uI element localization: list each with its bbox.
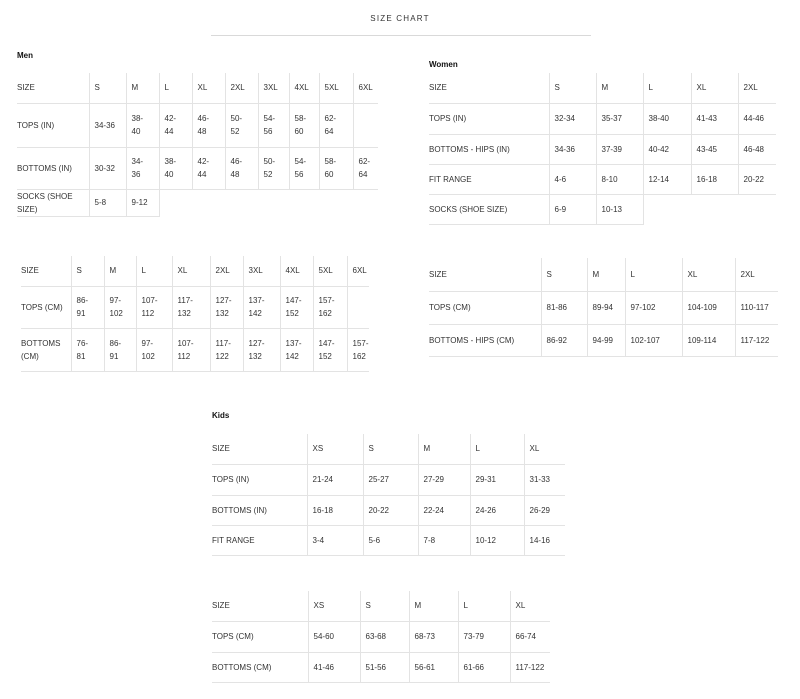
table-cell: 58- 60 bbox=[319, 147, 353, 189]
table-cell: 10-12 bbox=[470, 525, 524, 555]
table-cell: 102-107 bbox=[625, 324, 682, 356]
table-row bbox=[212, 621, 550, 652]
table-cell: 54- 56 bbox=[289, 147, 319, 189]
empty-cell bbox=[319, 189, 353, 216]
table-cell: 86- 91 bbox=[71, 286, 104, 328]
header-cell: S bbox=[89, 73, 126, 103]
header-cell: S bbox=[71, 256, 104, 286]
header-cell: XL bbox=[510, 591, 550, 621]
table-cell: 24-26 bbox=[470, 495, 524, 525]
table-cell: 9-12 bbox=[126, 189, 159, 216]
table-cell: 117- 132 bbox=[172, 286, 210, 328]
header-cell: 2XL bbox=[225, 73, 258, 103]
table-header-row bbox=[429, 73, 776, 103]
table-cell: 137- 142 bbox=[280, 328, 313, 371]
header-cell: M bbox=[418, 434, 470, 464]
table-cell: 37-39 bbox=[596, 134, 643, 164]
table-cell: 46- 48 bbox=[225, 147, 258, 189]
table-cell: 97- 102 bbox=[136, 328, 172, 371]
men-size-table-cm bbox=[21, 256, 369, 372]
table-row bbox=[429, 324, 778, 356]
table-cell: 54- 56 bbox=[258, 103, 289, 147]
table-cell: 12-14 bbox=[643, 164, 691, 194]
header-cell: XL bbox=[172, 256, 210, 286]
empty-cell bbox=[691, 194, 738, 224]
table-cell: 62- 64 bbox=[353, 147, 378, 189]
table-cell: 3-4 bbox=[307, 525, 363, 555]
header-cell: 6XL bbox=[353, 73, 378, 103]
table-cell: 86-92 bbox=[541, 324, 587, 356]
table-cell: 6-9 bbox=[549, 194, 596, 224]
header-cell: S bbox=[541, 258, 587, 291]
men-size-table-inches bbox=[17, 73, 378, 217]
table-cell: 50- 52 bbox=[258, 147, 289, 189]
header-cell: M bbox=[126, 73, 159, 103]
table-cell: 20-22 bbox=[738, 164, 776, 194]
table-cell: 58- 60 bbox=[289, 103, 319, 147]
empty-cell bbox=[192, 189, 225, 216]
table-cell: 43-45 bbox=[691, 134, 738, 164]
empty-cell bbox=[289, 189, 319, 216]
row-label-cell: TOPS (IN) bbox=[17, 103, 89, 147]
table-cell: 76- 81 bbox=[71, 328, 104, 371]
table-cell: 20-22 bbox=[363, 495, 418, 525]
table-cell: 107- 112 bbox=[136, 286, 172, 328]
table-cell: 10-13 bbox=[596, 194, 643, 224]
header-cell: S bbox=[360, 591, 409, 621]
table-row bbox=[212, 464, 565, 495]
table-cell: 66-74 bbox=[510, 621, 550, 652]
header-cell: M bbox=[409, 591, 458, 621]
table-cell: 109-114 bbox=[682, 324, 735, 356]
header-cell: L bbox=[643, 73, 691, 103]
header-cell: 6XL bbox=[347, 256, 369, 286]
header-cell: 3XL bbox=[258, 73, 289, 103]
table-cell: 7-8 bbox=[418, 525, 470, 555]
table-cell: 5-8 bbox=[89, 189, 126, 216]
table-row bbox=[17, 189, 378, 216]
table-cell: 34- 36 bbox=[126, 147, 159, 189]
table-cell: 56-61 bbox=[409, 652, 458, 682]
row-label-cell: FIT RANGE bbox=[212, 525, 307, 555]
header-cell: 4XL bbox=[280, 256, 313, 286]
table-row bbox=[21, 286, 369, 328]
table-cell: 61-66 bbox=[458, 652, 510, 682]
table-cell bbox=[353, 103, 378, 147]
empty-cell bbox=[258, 189, 289, 216]
table-cell: 31-33 bbox=[524, 464, 565, 495]
table-cell: 97-102 bbox=[625, 291, 682, 324]
row-label-cell: TOPS (IN) bbox=[212, 464, 307, 495]
table-row bbox=[17, 147, 378, 189]
header-cell: L bbox=[136, 256, 172, 286]
table-row bbox=[429, 164, 776, 194]
table-cell bbox=[347, 286, 369, 328]
table-cell: 137- 142 bbox=[243, 286, 280, 328]
table-row bbox=[429, 194, 776, 224]
table-cell: 51-56 bbox=[360, 652, 409, 682]
table-cell: 127- 132 bbox=[210, 286, 243, 328]
table-cell: 34-36 bbox=[549, 134, 596, 164]
row-label-cell: SIZE bbox=[17, 73, 89, 103]
header-cell: XL bbox=[691, 73, 738, 103]
header-cell: M bbox=[587, 258, 625, 291]
row-label-cell: BOTTOMS - HIPS (CM) bbox=[429, 324, 541, 356]
row-label-cell: SIZE bbox=[212, 591, 308, 621]
table-row bbox=[429, 291, 778, 324]
table-cell: 22-24 bbox=[418, 495, 470, 525]
row-label-cell: TOPS (CM) bbox=[21, 286, 71, 328]
table-cell: 63-68 bbox=[360, 621, 409, 652]
empty-cell bbox=[353, 189, 378, 216]
table-cell: 89-94 bbox=[587, 291, 625, 324]
row-label-cell: TOPS (CM) bbox=[212, 621, 308, 652]
table-cell: 117-122 bbox=[510, 652, 550, 682]
table-row bbox=[21, 328, 369, 371]
table-cell: 4-6 bbox=[549, 164, 596, 194]
table-cell: 35-37 bbox=[596, 103, 643, 134]
table-row bbox=[212, 525, 565, 555]
empty-cell bbox=[738, 194, 776, 224]
table-cell: 38-40 bbox=[643, 103, 691, 134]
header-cell: S bbox=[363, 434, 418, 464]
table-cell: 110-117 bbox=[735, 291, 778, 324]
table-cell: 94-99 bbox=[587, 324, 625, 356]
table-cell: 5-6 bbox=[363, 525, 418, 555]
header-cell: 4XL bbox=[289, 73, 319, 103]
title-divider bbox=[211, 35, 591, 36]
header-cell: 2XL bbox=[738, 73, 776, 103]
row-label-cell: BOTTOMS (IN) bbox=[17, 147, 89, 189]
header-cell: L bbox=[625, 258, 682, 291]
empty-cell bbox=[643, 194, 691, 224]
table-cell: 117-122 bbox=[735, 324, 778, 356]
row-label-cell: FIT RANGE bbox=[429, 164, 549, 194]
table-cell: 73-79 bbox=[458, 621, 510, 652]
table-cell: 42- 44 bbox=[159, 103, 192, 147]
header-cell: 5XL bbox=[319, 73, 353, 103]
header-cell: M bbox=[104, 256, 136, 286]
table-cell: 41-43 bbox=[691, 103, 738, 134]
table-cell: 42- 44 bbox=[192, 147, 225, 189]
table-row bbox=[429, 103, 776, 134]
header-cell: S bbox=[549, 73, 596, 103]
table-row bbox=[17, 103, 378, 147]
table-cell: 16-18 bbox=[307, 495, 363, 525]
table-cell: 62- 64 bbox=[319, 103, 353, 147]
table-cell: 127- 132 bbox=[243, 328, 280, 371]
table-cell: 8-10 bbox=[596, 164, 643, 194]
header-cell: XS bbox=[307, 434, 363, 464]
table-cell: 14-16 bbox=[524, 525, 565, 555]
table-cell: 38- 40 bbox=[159, 147, 192, 189]
table-cell: 25-27 bbox=[363, 464, 418, 495]
row-label-cell: SOCKS (SHOE SIZE) bbox=[429, 194, 549, 224]
table-cell: 54-60 bbox=[308, 621, 360, 652]
table-cell: 29-31 bbox=[470, 464, 524, 495]
header-cell: L bbox=[159, 73, 192, 103]
table-cell: 147- 152 bbox=[280, 286, 313, 328]
table-cell: 117- 122 bbox=[210, 328, 243, 371]
table-cell: 38- 40 bbox=[126, 103, 159, 147]
page-title: SIZE CHART bbox=[370, 14, 430, 23]
header-cell: XL bbox=[192, 73, 225, 103]
row-label-cell: BOTTOMS (CM) bbox=[21, 328, 71, 371]
table-cell: 86- 91 bbox=[104, 328, 136, 371]
table-cell: 16-18 bbox=[691, 164, 738, 194]
header-cell: XS bbox=[308, 591, 360, 621]
row-label-cell: BOTTOMS - HIPS (IN) bbox=[429, 134, 549, 164]
table-cell: 46-48 bbox=[738, 134, 776, 164]
row-label-cell: BOTTOMS (IN) bbox=[212, 495, 307, 525]
table-cell: 44-46 bbox=[738, 103, 776, 134]
row-label-cell: TOPS (CM) bbox=[429, 291, 541, 324]
table-cell: 21-24 bbox=[307, 464, 363, 495]
table-header-row bbox=[212, 591, 550, 621]
row-label-cell: SIZE bbox=[429, 258, 541, 291]
table-cell: 68-73 bbox=[409, 621, 458, 652]
header-cell: XL bbox=[682, 258, 735, 291]
women-size-table-inches bbox=[429, 73, 776, 225]
header-cell: 2XL bbox=[210, 256, 243, 286]
men-heading: Men bbox=[17, 51, 33, 60]
table-cell: 107- 112 bbox=[172, 328, 210, 371]
row-label-cell: BOTTOMS (CM) bbox=[212, 652, 308, 682]
women-size-table-cm bbox=[429, 258, 778, 357]
table-header-row bbox=[212, 434, 565, 464]
header-cell: XL bbox=[524, 434, 565, 464]
table-cell: 30-32 bbox=[89, 147, 126, 189]
header-cell: 3XL bbox=[243, 256, 280, 286]
table-cell: 40-42 bbox=[643, 134, 691, 164]
table-cell: 81-86 bbox=[541, 291, 587, 324]
kids-size-table-inches bbox=[212, 434, 565, 556]
header-cell: L bbox=[470, 434, 524, 464]
table-header-row bbox=[17, 73, 378, 103]
women-heading: Women bbox=[429, 60, 458, 69]
kids-heading: Kids bbox=[212, 411, 230, 420]
table-row bbox=[212, 652, 550, 682]
table-cell: 147- 152 bbox=[313, 328, 347, 371]
header-cell: M bbox=[596, 73, 643, 103]
table-header-row bbox=[429, 258, 778, 291]
table-cell: 26-29 bbox=[524, 495, 565, 525]
kids-size-table-cm bbox=[212, 591, 550, 683]
table-row bbox=[429, 134, 776, 164]
table-row bbox=[212, 495, 565, 525]
row-label-cell: SOCKS (SHOE SIZE) bbox=[17, 189, 89, 216]
table-cell: 46- 48 bbox=[192, 103, 225, 147]
row-label-cell: TOPS (IN) bbox=[429, 103, 549, 134]
header-cell: 5XL bbox=[313, 256, 347, 286]
row-label-cell: SIZE bbox=[212, 434, 307, 464]
table-cell: 104-109 bbox=[682, 291, 735, 324]
table-cell: 50- 52 bbox=[225, 103, 258, 147]
header-cell: 2XL bbox=[735, 258, 778, 291]
table-cell: 157- 162 bbox=[313, 286, 347, 328]
table-cell: 97- 102 bbox=[104, 286, 136, 328]
empty-cell bbox=[225, 189, 258, 216]
row-label-cell: SIZE bbox=[429, 73, 549, 103]
table-header-row bbox=[21, 256, 369, 286]
header-cell: L bbox=[458, 591, 510, 621]
table-cell: 34-36 bbox=[89, 103, 126, 147]
table-cell: 32-34 bbox=[549, 103, 596, 134]
table-cell: 41-46 bbox=[308, 652, 360, 682]
empty-cell bbox=[159, 189, 192, 216]
table-cell: 27-29 bbox=[418, 464, 470, 495]
table-cell: 157- 162 bbox=[347, 328, 369, 371]
row-label-cell: SIZE bbox=[21, 256, 71, 286]
